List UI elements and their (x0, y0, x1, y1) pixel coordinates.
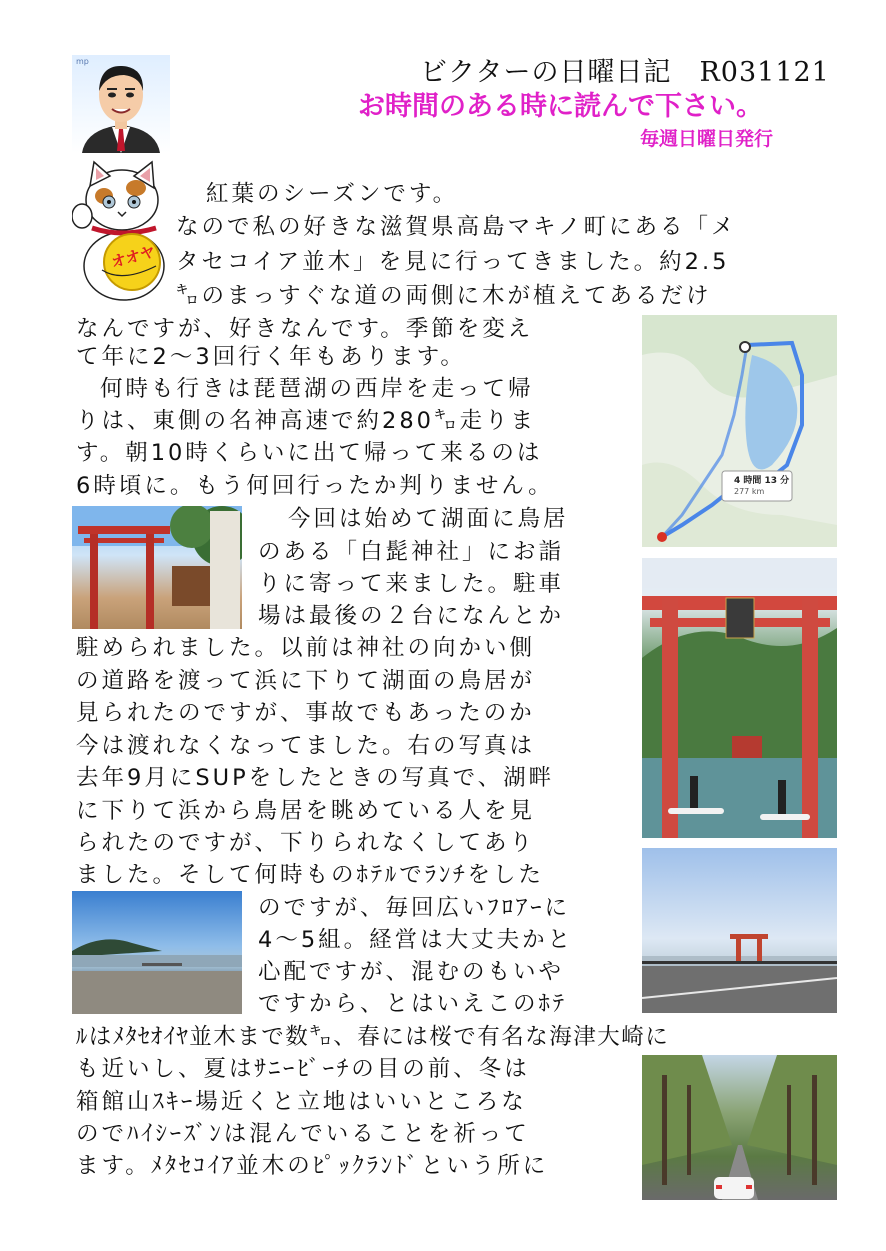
body-line: ます。ﾒﾀｾｺｲｱ並木のﾋﾟｯｸﾗﾝﾄﾞという所に (76, 1153, 549, 1179)
body-line: 紅葉のシーズンです。 (206, 181, 459, 207)
body-line: 見られたのですが、事故でもあったのか (76, 700, 535, 726)
body-line: なので私の好きな滋賀県高島マキノ町にある「メ (176, 214, 737, 240)
publication-note: 毎週日曜日発行 (640, 129, 774, 150)
body-line: のある「白髭神社」にお詣 (258, 539, 565, 565)
body-line: りに寄って来ました。駐車 (258, 571, 565, 597)
map-distance: 277 km (734, 487, 765, 496)
body-line: に下りて浜から鳥居を眺めている人を見 (76, 798, 536, 824)
metasequoia-avenue-photo (642, 1055, 837, 1200)
body-line: 箱館山ｽｷｰ場近くと立地はいいところな (76, 1089, 527, 1115)
body-line: りは、東側の名神高速で約280㌔走りま (76, 408, 536, 434)
diary-subtitle: お時間のある時に読んで下さい。 (358, 91, 763, 121)
body-line: 何時も行きは琵琶湖の西岸を走って帰 (100, 376, 534, 402)
body-line: も近いし、夏はｻﾆｰﾋﾞｰﾁの目の前、冬は (76, 1056, 530, 1082)
body-line: 4～5組。経営は大丈夫かと (258, 927, 574, 953)
body-line: 今回は始めて湖面に鳥居 (288, 506, 569, 532)
body-line: なんですが、好きなんです。季節を変え (76, 316, 534, 342)
body-line: ですから、とはいえこのﾎﾃ (258, 991, 568, 1017)
avatar-label: mp (76, 57, 89, 66)
body-line: 6時頃に。もう何回行ったか判りません。 (76, 473, 554, 499)
body-line: 去年9月にSUPをしたときの写真で、湖畔 (76, 765, 555, 791)
lake-torii-sup-photo (642, 558, 837, 838)
body-line: られたのですが、下りられなくしてあり (76, 830, 536, 856)
cat-badge-text: オオヤ (109, 243, 157, 272)
map-duration: 4 時間 13 分 (734, 476, 790, 486)
body-line: て年に2～3回行く年もあります。 (76, 344, 466, 370)
body-line: ました。そして何時ものﾎﾃﾙでﾗﾝﾁをした (76, 862, 545, 888)
body-line: タセコイア並木」を見に行ってきました。約2.5 (176, 249, 730, 275)
diary-title: ビクターの日曜日記 R031121 (420, 57, 830, 88)
body-line: の道路を渡って浜に下りて湖面の鳥居が (76, 668, 536, 694)
body-line: 心配ですが、混むのもいや (258, 959, 565, 985)
maneki-neko-illustration (72, 158, 172, 303)
avatar (72, 55, 170, 153)
body-line: のでﾊｲｼｰｽﾞﾝは混んでいることを祈って (76, 1121, 530, 1147)
route-map-image (642, 315, 837, 547)
body-line: 駐められました。以前は神社の向かい側 (76, 635, 536, 661)
lakeside-beach-photo (72, 891, 242, 1014)
body-line: ﾙはﾒﾀｾｵｲﾔ並木まで数㌔、春には桜で有名な海津大崎に (76, 1024, 670, 1050)
body-line: 場は最後の２台になんとか (258, 603, 565, 629)
body-line: す。朝10時くらいに出て帰って来るのは (76, 440, 543, 466)
shirahige-shrine-photo (72, 506, 242, 629)
body-line: ㌔のまっすぐな道の両側に木が植えてあるだけ (176, 283, 712, 309)
body-line: 今は渡れなくなってました。右の写真は (76, 733, 536, 759)
body-line: のですが、毎回広いﾌﾛｱｰに (258, 895, 571, 921)
roadside-torii-photo (642, 848, 837, 1013)
